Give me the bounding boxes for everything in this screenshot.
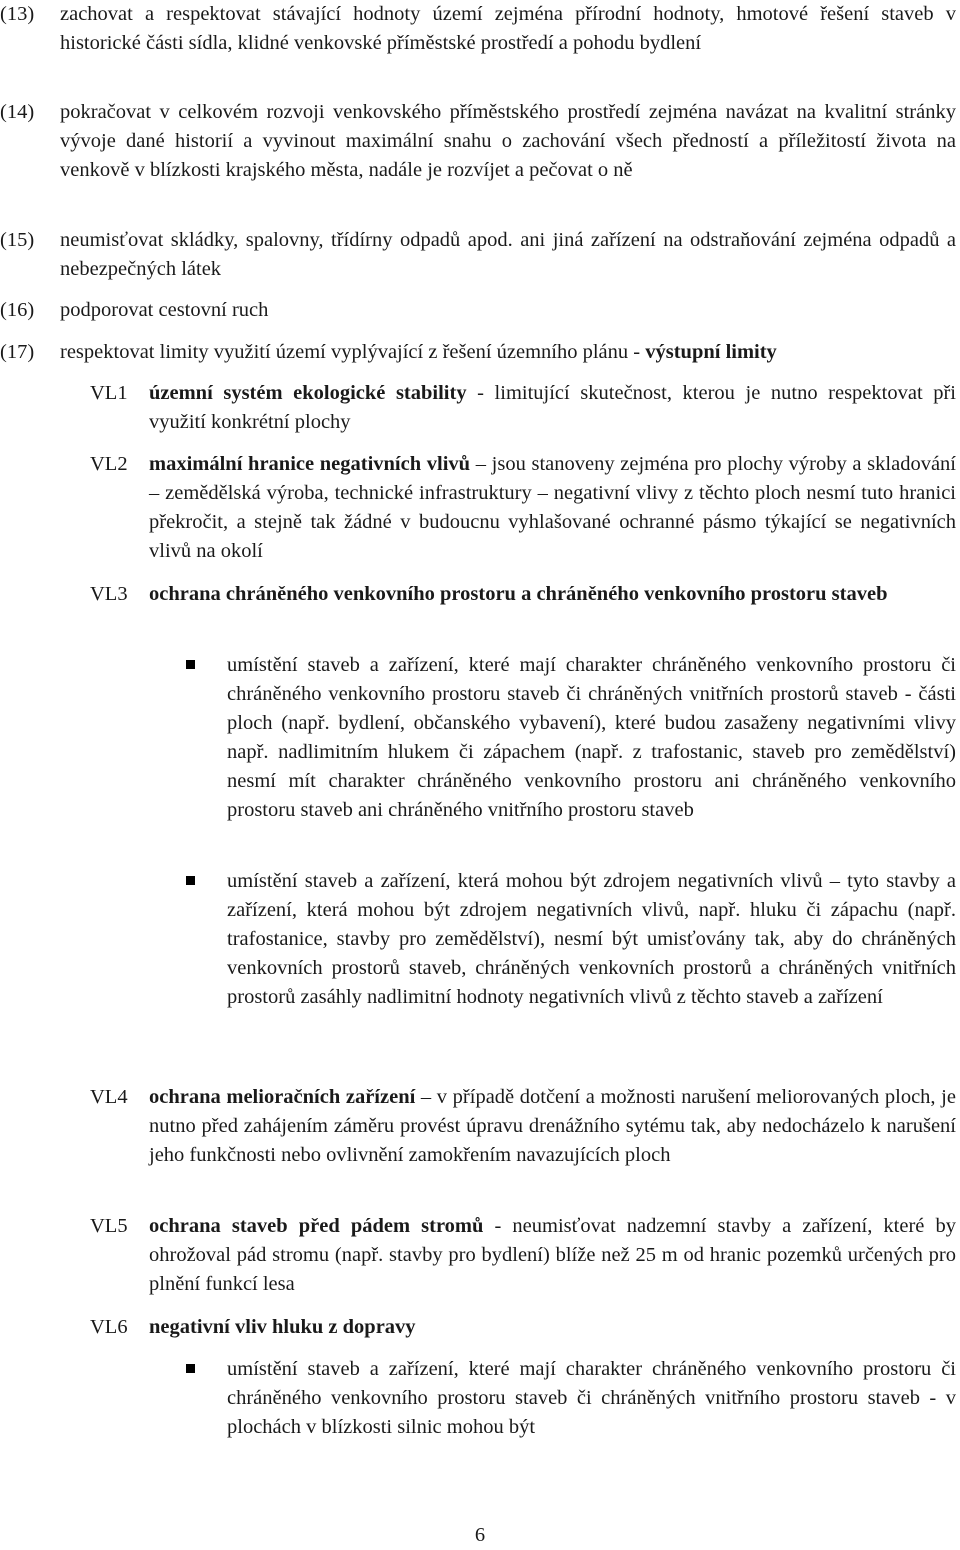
- limit-text: [149, 1083, 956, 1170]
- limit-text: [149, 379, 956, 437]
- limit-text: [149, 580, 956, 609]
- list-item-15: [0, 226, 956, 284]
- limit-vl1: [90, 379, 956, 437]
- bullet-text: umístění staveb a zařízení, která mohou být zdrojem negativních vlivů – tyto stavby a zařízení, která mohou být zdrojem negativních vlivů, např. hluku či zápachu (např. trafostanice, stavby pro zemědělství), nesmí být umisťovány tak, aby do chráněných venkovních prostorů staveb, chráněných venkovních prostorů a chráněných vnitřních prostorů zasáhly nadlimitní hodnoty negativních vlivů z těchto staveb a zařízení: [227, 870, 956, 1008]
- square-bullet-icon: [186, 1364, 195, 1373]
- item-text: zachovat a respektovat stávající hodnoty území zejména přírodní hodnoty, hmotové řešení staveb v historické části sídla, klidné venkovské příměstské prostředí a pohodu bydlení: [60, 3, 956, 54]
- limit-vl6: [90, 1313, 956, 1342]
- item-number: (15): [0, 229, 35, 251]
- limit-title: ochrana staveb před pádem stromů: [149, 1215, 484, 1237]
- limit-code: VL5: [90, 1215, 128, 1237]
- list-item-16: [0, 296, 956, 325]
- bullet-text: umístění staveb a zařízení, které mají charakter chráněného venkovního prostoru či chráněného venkovního prostoru staveb či chráněných vnitřního prostoru staveb - v plochách v blízkosti silnic mohou být: [227, 1358, 956, 1438]
- limit-desc: - neumisťovat nadzemní stavby a zařízení, které by ohrožoval pád stromu (např. stavby pro bydlení) blíže než 25 m od hranic pozemků určených pro plnění funkcí lesa: [149, 1215, 956, 1295]
- limit-title: územní systém ekologické stability: [149, 382, 467, 404]
- item-text: neumisťovat skládky, spalovny, třídírny odpadů apod. ani jiná zařízení na odstraňování zejména odpadů a nebezpečných látek: [60, 229, 956, 280]
- limit-title: ochrana chráněného venkovního prostoru a chráněného venkovního prostoru staveb: [149, 583, 888, 605]
- item-number: (16): [0, 299, 35, 321]
- limit-vl3: [90, 580, 956, 609]
- vl3-bullet-item: [186, 651, 956, 825]
- limit-title: maximální hranice negativních vlivů: [149, 453, 471, 475]
- page-number: 6: [474, 1524, 486, 1546]
- limit-code: VL3: [90, 583, 128, 605]
- list-item-14: [0, 98, 956, 185]
- limit-code: VL1: [90, 382, 128, 404]
- item-number: (14): [0, 101, 35, 123]
- item-text: pokračovat v celkovém rozvoji venkovského příměstského prostředí zejména navázat na kvalitní stránky vývoje dané historií a vyvinout maximální snahu o zachování všech předností a příležitostí života na venkově v blízkosti krajského města, nadále je rozvíjet a pečovat o ně: [60, 101, 956, 181]
- limit-vl2: [90, 450, 956, 566]
- limit-title: negativní vliv hluku z dopravy: [149, 1316, 416, 1338]
- limit-code: VL6: [90, 1316, 128, 1338]
- item-text-plain: respektovat limity využití území vyplývající z řešení územního plánu -: [60, 341, 646, 363]
- vl6-bullet-item: [186, 1355, 956, 1442]
- limit-desc: – v případě dotčení a možnosti narušení meliorovaných ploch, je nutno před zahájením záměru provést úpravu drenážního sytému tak, aby nedocházelo k narušení jeho funkčnosti nebo ovlivnění zamokřením navazujících ploch: [149, 1086, 956, 1166]
- vl3-bullet-item: [186, 867, 956, 1012]
- limit-code: VL4: [90, 1086, 128, 1108]
- square-bullet-icon: [186, 876, 195, 885]
- limit-vl5: [90, 1212, 956, 1299]
- bullet-text: umístění staveb a zařízení, které mají charakter chráněného venkovního prostoru či chráněného venkovního prostoru staveb či chráněných vnitřních prostorů staveb - části ploch (např. bydlení, občanského vybavení), které budou zasaženy negativními vlivy např. nadlimitním hlukem či zápachem (např. z trafostanic, staveb pro zemědělství) nesmí mít charakter chráněného venkovního prostoru ani chráněného venkovního prostoru staveb ani chráněného vnitřního prostoru staveb: [227, 654, 956, 821]
- item-text: [60, 338, 956, 367]
- item-number: (17): [0, 341, 35, 363]
- limit-vl4: [90, 1083, 956, 1170]
- square-bullet-icon: [186, 660, 195, 669]
- list-item-13: [0, 0, 956, 58]
- limit-title: ochrana melioračních zařízení: [149, 1086, 416, 1108]
- item-text: podporovat cestovní ruch: [60, 299, 269, 321]
- item-number: (13): [0, 3, 35, 25]
- item-text-bold: výstupní limity: [645, 341, 777, 363]
- limit-desc: – jsou stanoveny zejména pro plochy výroby a skladování – zemědělská výroba, technické infrastruktury – negativní vlivy z těchto ploch nesmí tuto hranici překročit, a stejně tak žádné v budoucnu vyhlašované ochranné pásmo týkající se negativních vlivů na okolí: [149, 453, 956, 562]
- limit-desc: - limitující skutečnost, kterou je nutno respektovat při využití konkrétní plochy: [149, 382, 956, 433]
- limit-text: [149, 450, 956, 566]
- limit-text: [149, 1313, 956, 1342]
- limit-code: VL2: [90, 453, 128, 475]
- list-item-17: [0, 338, 956, 367]
- limit-text: [149, 1212, 956, 1299]
